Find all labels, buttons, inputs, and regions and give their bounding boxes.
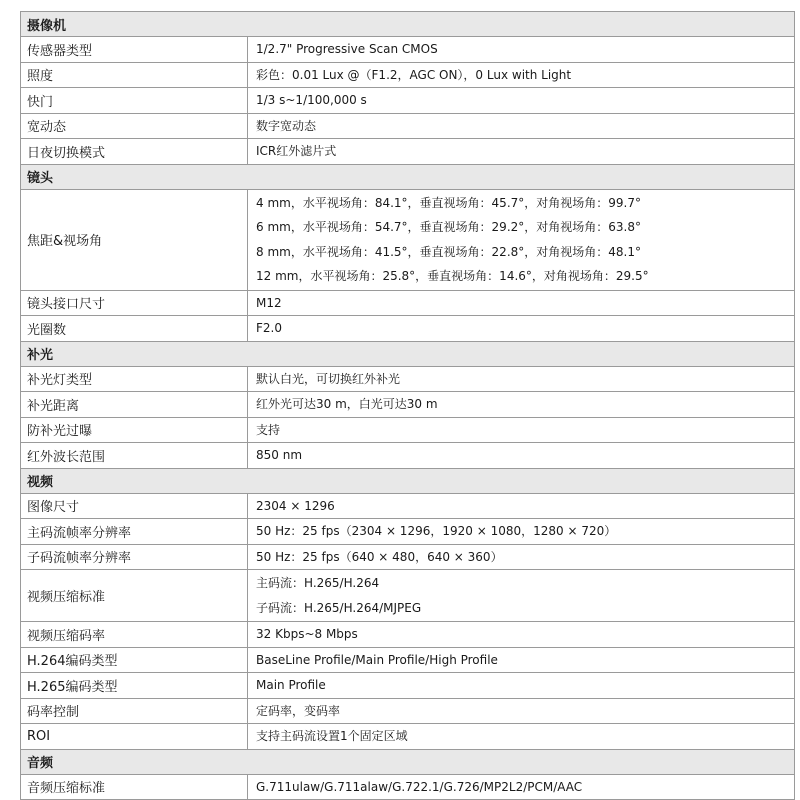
spec-row [21,647,795,673]
spec-row [21,113,795,139]
spec-value [248,570,795,622]
spec-label: 快门 [21,88,248,114]
spec-row [21,417,795,443]
spec-value [248,37,795,63]
spec-value-line: 数字宽动态 [256,118,317,133]
spec-row [21,366,795,392]
spec-value [248,443,795,469]
spec-label: 防补光过曝 [21,417,248,443]
spec-label: 红外波长范围 [21,443,248,469]
section-header [21,164,795,189]
section-title: 摄像机 [21,12,795,37]
spec-value [248,544,795,570]
spec-label: 子码流帧率分辨率 [21,544,248,570]
spec-value-line: 8 mm，水平视场角：41.5°，垂直视场角：22.8°，对角视场角：48.1° [256,244,641,259]
spec-row [21,493,795,519]
spec-value-line: F2.0 [256,321,282,335]
spec-value-line: 50 Hz：25 fps（640 × 480，640 × 360） [256,549,503,564]
spec-table [20,11,795,800]
spec-row [21,519,795,545]
spec-value [248,189,795,290]
spec-value-line: 子码流：H.265/H.264/MJPEG [256,600,422,615]
spec-row [21,724,795,750]
spec-label: 焦距&视场角 [21,189,248,290]
spec-label: ROI [21,724,248,750]
spec-label: 传感器类型 [21,37,248,63]
spec-value-line: 4 mm，水平视场角：84.1°，垂直视场角：45.7°，对角视场角：99.7° [256,195,641,210]
spec-value [248,647,795,673]
spec-label: 视频压缩标准 [21,570,248,622]
spec-value [248,673,795,699]
section-title: 补光 [21,341,795,366]
spec-value [248,774,795,800]
spec-value [248,113,795,139]
spec-value [248,519,795,545]
spec-label: 音频压缩标准 [21,774,248,800]
spec-value-line: 红外光可达30 m，白光可达30 m [256,397,438,411]
spec-value [248,316,795,342]
spec-label: 光圈数 [21,316,248,342]
spec-row [21,290,795,316]
spec-label: 码率控制 [21,698,248,724]
spec-value [248,290,795,316]
spec-label: 主码流帧率分辨率 [21,519,248,545]
spec-value-line: 2304 × 1296 [256,498,335,513]
spec-value-line: 彩色：0.01 Lux @（F1.2，AGC ON），0 Lux with Light [256,67,572,82]
spec-label: 日夜切换模式 [21,139,248,165]
spec-value-line: 默认白光，可切换红外补光 [256,371,401,386]
spec-row [21,37,795,63]
section-header [21,12,795,37]
spec-label: H.264编码类型 [21,647,248,673]
spec-row [21,774,795,800]
spec-value [248,698,795,724]
spec-value-line: 1/2.7" Progressive Scan CMOS [256,42,438,56]
spec-value-line: M12 [256,295,282,310]
spec-label: 补光距离 [21,392,248,418]
spec-row [21,88,795,114]
section-title: 视频 [21,468,795,493]
spec-value-line: BaseLine Profile/Main Profile/High Profile [256,652,498,667]
spec-value [248,88,795,114]
spec-value-line: 6 mm，水平视场角：54.7°，垂直视场角：29.2°，对角视场角：63.8° [256,220,641,234]
spec-value-line: Main Profile [256,678,326,692]
spec-row [21,622,795,648]
section-title: 音频 [21,749,795,774]
spec-label: 视频压缩码率 [21,622,248,648]
spec-value [248,622,795,648]
spec-row [21,570,795,622]
spec-row [21,139,795,165]
spec-label: H.265编码类型 [21,673,248,699]
spec-row [21,62,795,88]
spec-value [248,139,795,165]
spec-label: 补光灯类型 [21,366,248,392]
spec-value-line: 50 Hz：25 fps（2304 × 1296，1920 × 1080，1280 × 720） [256,524,617,538]
spec-value-line: 32 Kbps~8 Mbps [256,627,358,641]
spec-value [248,392,795,418]
section-title: 镜头 [21,164,795,189]
spec-row [21,316,795,342]
spec-table-body [21,12,795,800]
spec-value [248,493,795,519]
spec-value [248,417,795,443]
spec-value-line: 1/3 s~1/100,000 s [256,93,367,107]
spec-value [248,62,795,88]
spec-value [248,366,795,392]
section-header [21,341,795,366]
spec-value-line: 定码率，变码率 [256,703,341,718]
spec-row [21,673,795,699]
spec-value-line: 850 nm [256,448,303,462]
spec-label: 照度 [21,62,248,88]
spec-value-line: 支持主码流设置1个固定区域 [256,729,408,743]
spec-value-line: 12 mm，水平视场角：25.8°，垂直视场角：14.6°，对角视场角：29.5° [256,269,649,283]
spec-row [21,698,795,724]
spec-value-line: 主码流：H.265/H.264 [256,576,380,590]
spec-value-line: G.711ulaw/G.711alaw/G.722.1/G.726/MP2L2/PCM/AAC [256,779,583,794]
spec-label: 镜头接口尺寸 [21,290,248,316]
section-header [21,749,795,774]
spec-row [21,443,795,469]
spec-value [248,724,795,750]
spec-label: 图像尺寸 [21,493,248,519]
spec-row [21,189,795,290]
section-header [21,468,795,493]
spec-value-line: ICR红外滤片式 [256,144,337,158]
spec-row [21,392,795,418]
spec-row [21,544,795,570]
spec-value-line: 支持 [256,422,281,437]
spec-label: 宽动态 [21,113,248,139]
